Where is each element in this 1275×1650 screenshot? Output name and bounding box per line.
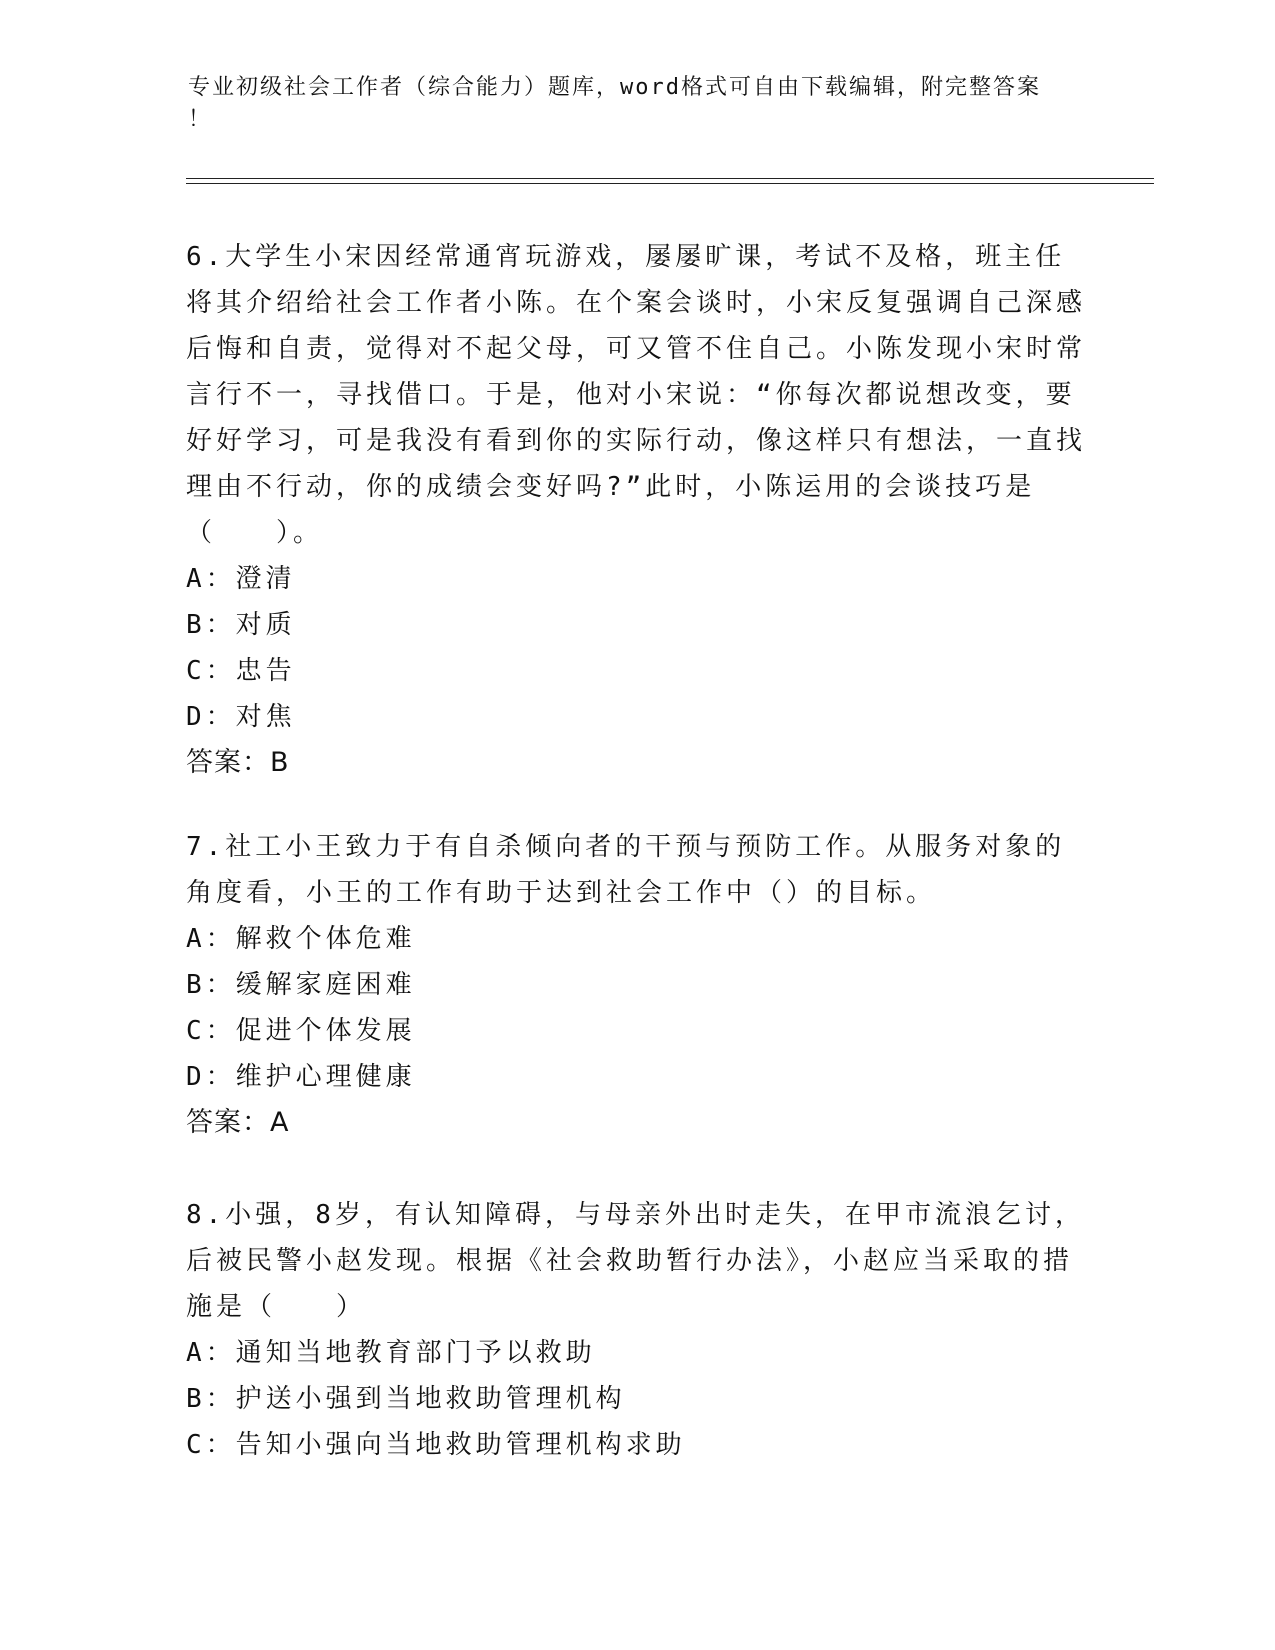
answer: 答案：A [186, 1107, 290, 1138]
page-header [188, 72, 1068, 136]
option-c: C：促进个体发展 [186, 1016, 416, 1046]
header-line-1: 专业初级社会工作者（综合能力）题库，word格式可自由下载编辑，附完整答案 [188, 75, 1041, 100]
question-stem: 8.小强，8岁，有认知障碍，与母亲外出时走失，在甲市流浪乞讨，后被民警小赵发现。根据《社会救助暂行办法》，小赵应当采取的措施是（ ） [186, 1200, 1085, 1322]
option-b: B：对质 [186, 610, 296, 640]
question-6 [186, 234, 1086, 786]
option-d: D：对焦 [186, 702, 296, 732]
option-a: A：通知当地教育部门予以救助 [186, 1338, 596, 1368]
question-stem: 6.大学生小宋因经常通宵玩游戏，屡屡旷课，考试不及格，班主任将其介绍给社会工作者小陈。在个案会谈时，小宋反复强调自己深感后悔和自责，觉得对不起父母，可又管不住自己。小陈发现小宋时常言行不一，寻找借口。于是，他对小宋说：“你每次都说想改变，要好好学习，可是我没有看到你的实际行动，像这样只有想法，一直找理由不行动，你的成绩会变好吗?”此时，小陈运用的会谈技巧是（ ）。 [186, 242, 1087, 548]
question-8 [186, 1192, 1086, 1468]
option-a: A：澄清 [186, 564, 296, 594]
header-line-2: ！ [188, 107, 213, 132]
option-c: C：忠告 [186, 656, 296, 686]
header-rule-bottom [186, 183, 1154, 184]
question-stem: 7.社工小王致力于有自杀倾向者的干预与预防工作。从服务对象的角度看，小王的工作有助于达到社会工作中（）的目标。 [186, 832, 1066, 908]
option-c: C：告知小强向当地救助管理机构求助 [186, 1430, 686, 1460]
option-d: D：维护心理健康 [186, 1062, 416, 1092]
option-b: B：缓解家庭困难 [186, 970, 416, 1000]
answer: 答案：B [186, 747, 290, 778]
option-a: A：解救个体危难 [186, 924, 416, 954]
option-b: B：护送小强到当地救助管理机构 [186, 1384, 626, 1414]
header-rule-top [186, 178, 1154, 179]
question-7 [186, 824, 1086, 1146]
